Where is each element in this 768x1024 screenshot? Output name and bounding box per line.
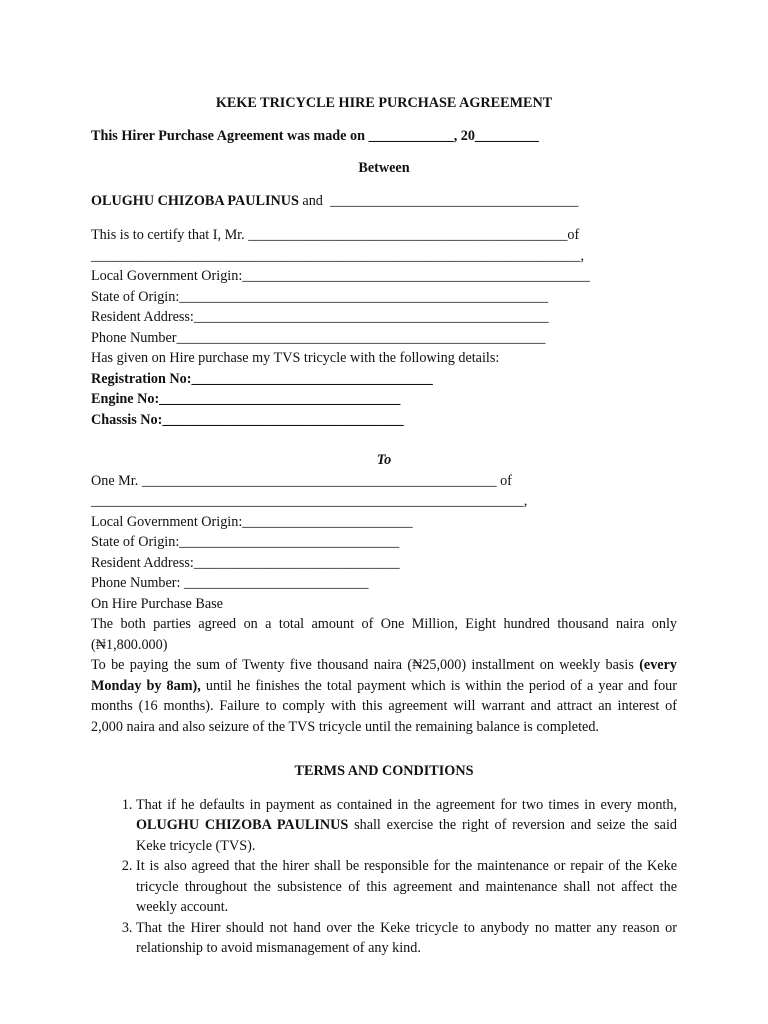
amount-paragraph: The both parties agreed on a total amount of One Million, Eight hundred thousand naira only (₦1,800.000) bbox=[91, 616, 677, 653]
chassis-field: Chassis No:__________________________________ bbox=[91, 411, 404, 428]
made-on-text: This Hirer Purchase Agreement was made on bbox=[91, 127, 366, 144]
payment-paragraph bbox=[91, 655, 677, 737]
hirer-lga-field: Local Government Origin:________________________ bbox=[91, 513, 413, 530]
hirer-state-field: State of Origin:_______________________________ bbox=[91, 534, 400, 550]
owner-phone-field: Phone Number____________________________________________________ bbox=[91, 329, 546, 346]
certify-line: This is to certify that I, Mr. _____________________________________________of bbox=[91, 227, 580, 243]
owner-address-field: Resident Address:__________________________________________________ bbox=[91, 309, 549, 325]
terms-heading: TERMS AND CONDITIONS bbox=[294, 763, 474, 779]
parties-line bbox=[91, 191, 677, 212]
term1-text-post: shall exercise the right of reversion and seize the said Keke tricycle (TVS). bbox=[136, 817, 678, 854]
hirer-line: One Mr. __________________________________________________ of bbox=[91, 472, 512, 489]
to-heading: To bbox=[376, 452, 392, 468]
made-on-blank: ____________, 20_________ bbox=[368, 127, 539, 144]
owner-lga-field: Local Government Origin:_________________________________________________ bbox=[91, 268, 590, 284]
hirer-phone-field: Phone Number: __________________________ bbox=[91, 575, 369, 591]
given-line: Has given on Hire purchase my TVS tricycle with the following details: bbox=[91, 350, 500, 366]
payment-schedule: (every Monday by 8am), bbox=[91, 657, 677, 694]
payment-text-post: until he finishes the total payment which is within the period of a year and four months (16 months). Failure to comply with this agreement will warrant and attract an interest of 2,000 naira and also seizure of the TVS tricycle until the remaining balance is completed. bbox=[91, 677, 678, 735]
term-item-3: 3. That the Hirer should not hand over the Keke tricycle to anybody no matter any reason or relationship to avoid mismanagement of any kind. bbox=[136, 918, 677, 959]
terms-list bbox=[91, 795, 677, 959]
term-item-1 bbox=[136, 795, 677, 857]
party-one-name: OLUGHU CHIZOBA PAULINUS bbox=[91, 192, 299, 209]
party-two-blank: ___________________________________ bbox=[330, 192, 579, 209]
engine-field: Engine No:__________________________________ bbox=[91, 391, 401, 407]
between-heading: Between bbox=[358, 160, 410, 176]
agreement-date-line bbox=[91, 126, 677, 147]
registration-field: Registration No:__________________________________ bbox=[91, 370, 433, 387]
document-title: KEKE TRICYCLE HIRE PURCHASE AGREEMENT bbox=[215, 95, 553, 111]
term-item-2: 2. It is also agreed that the hirer shall be responsible for the maintenance or repair of the Keke tricycle throughout the subsistence of this agreement and maintenance shall not affect the weekly account. bbox=[136, 856, 677, 918]
payment-text-pre: To be paying the sum of Twenty five thousand naira (₦25,000) installment on weekly basis bbox=[91, 657, 634, 673]
agreement-document bbox=[91, 93, 677, 959]
term1-party-name: OLUGHU CHIZOBA PAULINUS bbox=[136, 817, 349, 833]
party-and: and bbox=[302, 192, 323, 209]
certify-continuation: _____________________________________________________________________, bbox=[91, 247, 585, 264]
term1-text-pre: That if he defaults in payment as contained in the agreement for two times in every month, bbox=[136, 796, 677, 813]
hire-purchase-base: On Hire Purchase Base bbox=[91, 595, 223, 612]
hirer-address-field: Resident Address:_____________________________ bbox=[91, 554, 400, 571]
owner-state-field: State of Origin:____________________________________________________ bbox=[91, 288, 549, 305]
hirer-continuation: _____________________________________________________________, bbox=[91, 493, 528, 509]
